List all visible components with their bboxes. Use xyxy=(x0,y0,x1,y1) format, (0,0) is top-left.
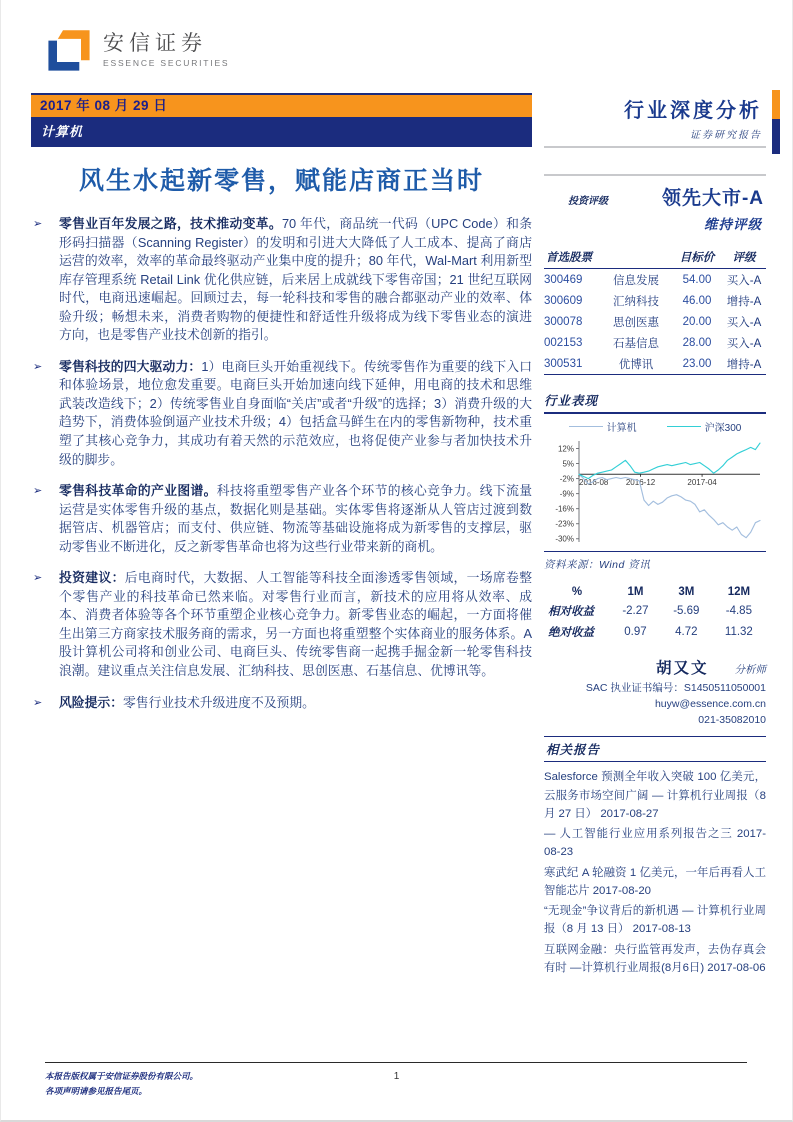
rating-value: 领先大市-A xyxy=(661,188,764,209)
returns-row xyxy=(544,621,766,642)
svg-text:-2%: -2% xyxy=(559,474,574,484)
stock-target: 54.00 xyxy=(682,273,712,286)
bullet-item xyxy=(31,482,532,556)
divider xyxy=(544,551,766,552)
main-column xyxy=(31,93,532,725)
legend-label: 沪深300 xyxy=(704,423,742,434)
stock-rating: 买入-A xyxy=(726,274,762,287)
col-header-rating: 评级 xyxy=(722,248,766,269)
corner-accent-bar xyxy=(772,90,780,154)
returns-table xyxy=(544,584,766,642)
returns-row xyxy=(544,600,766,621)
bullet-item xyxy=(31,215,532,345)
legend-line-swatch xyxy=(569,426,603,427)
stock-code: 300531 xyxy=(544,357,583,370)
performance-chart xyxy=(544,436,766,548)
stock-row xyxy=(544,353,766,375)
stock-row xyxy=(544,290,766,311)
analyst-row xyxy=(544,656,766,678)
svg-text:2016-12: 2016-12 xyxy=(625,477,656,487)
performance-section-title: 行业表现 xyxy=(544,391,766,414)
report-subtype-label: 证券研究报告 xyxy=(690,130,762,141)
bullet-arrow-icon: ➢ xyxy=(33,572,43,585)
stock-row xyxy=(544,332,766,353)
svg-text:-9%: -9% xyxy=(559,489,574,499)
col-header-stock: 首选股票 xyxy=(544,248,672,269)
stock-name: 信息发展 xyxy=(613,274,659,287)
svg-text:-16%: -16% xyxy=(555,504,574,514)
preferred-stocks-table xyxy=(544,248,766,375)
returns-value: 11.32 xyxy=(724,625,753,638)
bullet-arrow-icon: ➢ xyxy=(33,485,43,498)
stock-name: 石基信息 xyxy=(613,337,659,350)
report-type-label: 行业深度分析 xyxy=(624,100,762,122)
industry-category-bar: 计算机 xyxy=(31,117,532,147)
divider xyxy=(544,146,766,148)
returns-value: 4.72 xyxy=(675,625,698,638)
returns-value: 0.97 xyxy=(624,625,647,638)
bullet-text: 零售业百年发展之路，技术推动变革。70 年代，商品统一代码（UPC Code）和条形码扫描器（Scanning Register）的发明和引进大大降低了人工成本、提高了商店运营的效率，效率的革命最终驱动产业集中度的提升；80 年代，Wal-Mart 利用新型库存管理系统 Retail Link 优化供应链，后来居上成就线下零售帝国；21 世纪互联网时代，电商迅速崛起。回顾过去，每一轮科技和零售的融合都驱动产业的效率、体验升级；畅想未来，消费者购物的便捷性和舒适性升级将成为线下零售业态的演进方向，也是零售产业技术创新的指引。 xyxy=(59,216,532,343)
stock-name: 优博讯 xyxy=(618,358,654,371)
legend-line-swatch xyxy=(667,426,701,427)
stock-table-body xyxy=(544,269,766,375)
related-reports-title: 相关报告 xyxy=(544,737,766,762)
svg-text:2016-08: 2016-08 xyxy=(579,477,609,487)
footer-copyright-line1: 本报告版权属于安信证券股份有限公司。 xyxy=(45,1071,199,1081)
related-reports-list xyxy=(544,768,766,977)
stock-target: 23.00 xyxy=(682,357,712,370)
report-title: 风生水起新零售，赋能店商正当时 xyxy=(78,167,484,195)
bullet-text: 投资建议：后电商时代，大数据、人工智能等科技全面渗透零售领域，一场席卷整个零售产业的科技革命已然来临。对零售行业而言，新技术的应用将从效率、成本、消费者体验等各个环节重塑企业核心竞争力。新零售业态的崛起，一方面将催生出第三方商家技术服务商的需求，另一方面也将重塑整个实体商业的服务体系。A 股计算机公司将和创业公司、电商巨头、传统零售商一起携手掘金新一轮零售科技浪潮。建议重点关注信息发展、汇纳科技、思创医惠、石基信息、优博讯等。 xyxy=(59,570,533,679)
stock-code: 300078 xyxy=(544,315,583,328)
bullet-item xyxy=(31,569,532,680)
returns-value: -2.27 xyxy=(622,604,649,617)
rating-label: 投资评级 xyxy=(568,196,608,207)
returns-value: -5.69 xyxy=(673,604,700,617)
chart-legend xyxy=(544,419,766,434)
industry-performance-section xyxy=(544,391,766,572)
bullet-arrow-icon: ➢ xyxy=(33,218,43,230)
stock-table-header-row xyxy=(544,248,766,269)
stock-rating: 增持-A xyxy=(726,358,762,371)
stock-rating: 买入-A xyxy=(726,337,762,350)
stock-rating: 买入-A xyxy=(726,316,762,329)
bullet-item xyxy=(31,694,532,713)
chart-source: 资料来源：Wind 资讯 xyxy=(544,559,651,571)
stock-row xyxy=(544,269,766,291)
legend-item xyxy=(569,419,637,434)
related-reports-section xyxy=(544,736,766,977)
corner-bar-orange xyxy=(772,90,780,119)
stock-code: 300469 xyxy=(544,273,583,286)
divider xyxy=(544,174,766,176)
report-date-bar: 2017 年 08 月 29 日 xyxy=(31,93,532,117)
stock-code: 002153 xyxy=(544,336,583,349)
bullet-text: 零售科技革命的产业图谱。科技将重塑零售产业各个环节的核心竞争力。线下流量运营是实体零售升级的基点，数据化则是基础。实体零售将逐渐从人管店过渡到数据管店、机器管店；而支付、供应链、物流等基础设施将成为新零售的支撑层，驱动零售业不断进化，反之新零售革命也将为这些行业带来新的商机。 xyxy=(59,483,533,554)
stock-rating: 增持-A xyxy=(726,295,762,308)
svg-text:5%: 5% xyxy=(562,459,574,469)
svg-text:-23%: -23% xyxy=(555,519,574,529)
returns-col-3m: 3M xyxy=(678,586,695,598)
brand-name-en: ESSENCE SECURITIES xyxy=(103,57,230,68)
related-report-item: Salesforce 预测全年收入突破 100 亿美元，云服务市场空间广阔 — 计算机行业周报（8 月 27 日） 2017-08-27 xyxy=(544,771,766,820)
legend-label: 计算机 xyxy=(606,423,637,434)
analyst-phone: 021-35082010 xyxy=(698,713,766,726)
analyst-name: 胡又文 xyxy=(655,660,709,677)
footer-copyright-line2: 各项声明请参见报告尾页。 xyxy=(45,1085,148,1096)
bullet-arrow-icon: ➢ xyxy=(33,360,43,373)
related-report-item: “无现金”争议背后的新机遇 — 计算机行业周报（8 月 13 日） 2017-08-13 xyxy=(544,905,766,936)
returns-col-1m: 1M xyxy=(627,586,644,598)
col-header-target: 目标价 xyxy=(672,248,722,269)
analyst-email: huyw@essence.com.cn xyxy=(654,697,766,710)
rating-status: 维持评级 xyxy=(704,217,762,232)
returns-row-label: 相对收益 xyxy=(548,605,594,618)
legend-item xyxy=(667,419,742,434)
bullet-text: 风险提示：零售行业技术升级进度不及预期。 xyxy=(59,694,315,710)
sidebar-column xyxy=(544,90,766,979)
stock-target: 20.00 xyxy=(682,315,712,328)
svg-text:12%: 12% xyxy=(557,444,574,454)
bullet-text: 零售科技的四大驱动力：1）电商巨头开始重视线下。传统零售作为重要的线下入口和体验场景，地位愈发重要。电商巨头开始加速向线下延伸，用电商的技术和思维武装改造线下；2）传统零售业自身面临“关店”或者“升级”的选择；3）消费升级的大趋势下，消费体验倒逼产业技术升级；4）包括盒马鲜生在内的零售新物种，技术重塑了其核心竞争力，其成功有着天然的示范效应，也将促使产业参与者加快技术升级的脚步。 xyxy=(59,358,533,467)
corner-bar-navy xyxy=(772,119,780,154)
related-report-item: 寒武纪 A 轮融资 1 亿美元，一年后再看人工智能芯片 2017-08-20 xyxy=(544,866,766,897)
analyst-sac: SAC 执业证书编号：S1450511050001 xyxy=(585,682,766,694)
rating-row xyxy=(544,183,766,210)
stock-code: 300609 xyxy=(544,294,583,307)
related-report-item: — 人工智能行业应用系列报告之三 2017-08-23 xyxy=(544,828,766,859)
returns-value: -4.85 xyxy=(725,604,752,617)
stock-name: 思创医惠 xyxy=(613,316,659,329)
svg-text:2017-04: 2017-04 xyxy=(687,477,717,487)
svg-text:-30%: -30% xyxy=(555,534,574,544)
bullet-item xyxy=(31,358,532,469)
page-number: 1 xyxy=(393,1071,400,1082)
footer-divider xyxy=(45,1062,747,1063)
returns-header-row xyxy=(544,584,766,600)
stock-target: 46.00 xyxy=(682,294,712,307)
bullet-list xyxy=(31,215,532,712)
stock-target: 28.00 xyxy=(682,336,712,349)
returns-col-pct: % xyxy=(571,586,583,598)
essence-logo-icon xyxy=(45,26,93,74)
returns-table-body xyxy=(544,600,766,642)
returns-col-12m: 12M xyxy=(727,586,751,598)
brand-text xyxy=(103,32,229,67)
analyst-block xyxy=(544,656,766,728)
stock-row xyxy=(544,311,766,332)
returns-row-label: 绝对收益 xyxy=(548,626,594,639)
brand-logo xyxy=(45,26,229,74)
analyst-role: 分析师 xyxy=(734,664,766,676)
stock-name: 汇纳科技 xyxy=(613,295,659,308)
related-report-item: 互联网金融：央行监管再发声，去伪存真会有时 —计算机行业周报(8月6日) 2017-08-06 xyxy=(544,943,766,974)
bullet-arrow-icon: ➢ xyxy=(33,696,43,709)
brand-name-cn: 安信证券 xyxy=(103,32,207,56)
